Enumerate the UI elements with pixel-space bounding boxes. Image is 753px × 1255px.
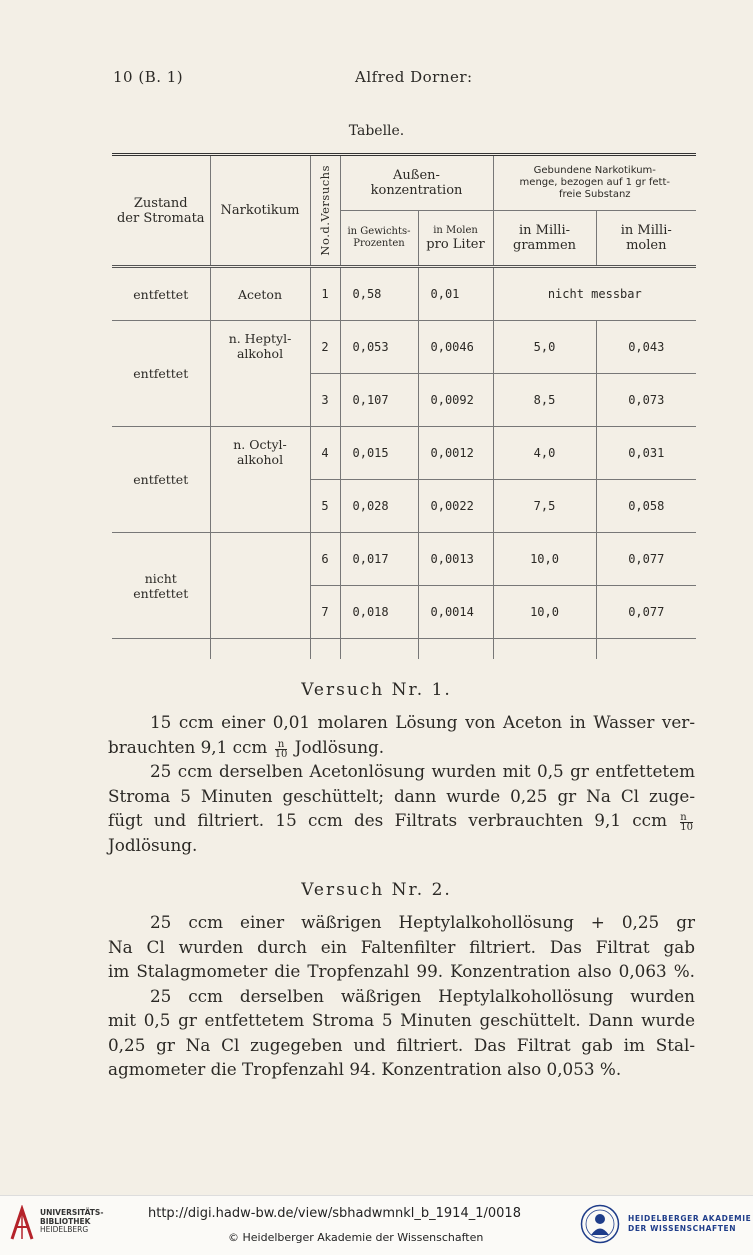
cell-narkotikum: Aceton — [210, 267, 310, 321]
header-narkotikum: Narkotikum — [210, 155, 310, 267]
cell-millimol: 0,031 — [596, 427, 696, 480]
running-head-page-ref: 10 (B. 1) — [113, 68, 184, 86]
header-versuch: No.d.Versuchs — [310, 155, 340, 267]
viewer-footer — [0, 1195, 753, 1255]
cell-zustand: nicht entfettet — [112, 533, 210, 639]
cell-millimol: 0,058 — [596, 480, 696, 533]
cell-millimol: 0,077 — [596, 533, 696, 586]
cell-milligramm: 10,0 — [493, 586, 596, 639]
cell-zustand: entfettet — [112, 427, 210, 533]
cell-no: 7 — [310, 586, 340, 639]
cell-gew: 0,58 — [340, 267, 418, 321]
academy-name: HEIDELBERGER AKADEMIE DER WISSENSCHAFTEN — [628, 1214, 752, 1233]
university-library-logo-icon — [8, 1205, 36, 1241]
cell-zustand: entfettet — [112, 267, 210, 321]
versuch-1-text: 15 ccm einer 0,01 molaren Lösung von Aceton in Wasser ver- brauchten 9,1 ccm $\frac{n}{10}$ Jodlösung. 25 ccm derselben Acetonlösung wurden mit 0,5 gr entfettetem Stroma 5 Minuten geschüttelt; dann wurde 0,25 gr Na Cl zuge- fügt und filtriert. 15 ccm des Filtrats verbrauchten 9,1 ccm $\frac{n}{10}$ Jodlösung. — [108, 712, 695, 855]
cell-nicht-messbar: nicht messbar — [493, 267, 696, 321]
table-caption: Tabelle. — [348, 123, 405, 139]
header-millimol: in Milli- molen — [596, 211, 696, 267]
permalink-url[interactable]: http://digi.hadw-bw.de/view/sbhadwmnkl_b_1914_1/0018 — [148, 1206, 521, 1221]
fraction-n-10: $\frac{n}{10}$ — [680, 812, 693, 833]
cell-no: 5 — [310, 480, 340, 533]
cell-no: 2 — [310, 321, 340, 374]
running-head-author: Alfred Dorner: — [355, 68, 473, 86]
cell-molen: 0,0012 — [418, 427, 493, 480]
cell-molen: 0,0092 — [418, 374, 493, 427]
cell-zustand: entfettet — [112, 321, 210, 427]
cell-narkotikum: n. Octyl- alkohol — [210, 427, 310, 533]
header-gebundene-menge: Gebundene Narkotikum- menge, bezogen auf 1 gr fett- freie Substanz — [493, 155, 696, 211]
cell-milligramm: 4,0 — [493, 427, 596, 480]
header-zustand: Zustand der Stromata — [112, 155, 210, 267]
cell-no: 6 — [310, 533, 340, 586]
cell-molen: 0,01 — [418, 267, 493, 321]
section-title-versuch-2: Versuch Nr. 2. — [301, 880, 452, 900]
cell-molen: 0,0013 — [418, 533, 493, 586]
fraction-n-10: $\frac{n}{10}$ — [274, 738, 288, 760]
cell-milligramm: 7,5 — [493, 480, 596, 533]
cell-gew: 0,053 — [340, 321, 418, 374]
cell-narkotikum: n. Heptyl- alkohol — [210, 321, 310, 427]
cell-millimol: 0,073 — [596, 374, 696, 427]
cell-molen: 0,0014 — [418, 586, 493, 639]
cell-no: 3 — [310, 374, 340, 427]
cell-gew: 0,028 — [340, 480, 418, 533]
cell-millimol: 0,043 — [596, 321, 696, 374]
university-library-name: UNIVERSITÄTS- BIBLIOTHEK HEIDELBERG — [40, 1208, 104, 1234]
cell-no: 1 — [310, 267, 340, 321]
table-header-row — [112, 155, 696, 211]
academy-seal-icon — [580, 1204, 620, 1244]
cell-milligramm: 10,0 — [493, 533, 596, 586]
cell-gew: 0,017 — [340, 533, 418, 586]
header-aussenkonzentration: Außen- konzentration — [340, 155, 493, 211]
results-table — [112, 153, 696, 659]
header-molen: in Molen pro Liter — [418, 211, 493, 267]
table-row — [112, 267, 696, 321]
cell-molen: 0,0046 — [418, 321, 493, 374]
cell-gew: 0,107 — [340, 374, 418, 427]
table-row — [112, 533, 696, 586]
cell-narkotikum-empty — [210, 533, 310, 639]
cell-gew: 0,018 — [340, 586, 418, 639]
header-gewichtsprozent: in Gewichts- Prozenten — [340, 211, 418, 267]
cell-milligramm: 5,0 — [493, 321, 596, 374]
cell-molen: 0,0022 — [418, 480, 493, 533]
section-title-versuch-1: Versuch Nr. 1. — [301, 680, 452, 700]
cell-millimol: 0,077 — [596, 586, 696, 639]
cell-no: 4 — [310, 427, 340, 480]
header-milligramm: in Milli- grammen — [493, 211, 596, 267]
versuch-2-text: 25 ccm einer wäßrigen Heptylalkohollösung + 0,25 gr Na Cl wurden durch ein Faltenfilter filtriert. Das Filtrat gab im Stalagmometer die Tropfenzahl 99. Konzentration also 0,063 %. 25 ccm derselben wäßrigen Heptylalkohollösung wurden mit 0,5 gr entfettetem Stroma 5 Minuten geschüttelt. Dann wurde 0,25 gr Na Cl zugegeben und filtriert. Das Filtrat gab im Stal- agmometer die Tropfenzahl 94. Konzentration also 0,053 %. — [108, 912, 695, 1079]
table-row — [112, 321, 696, 374]
cell-milligramm: 8,5 — [493, 374, 596, 427]
table-footer-spacer — [112, 639, 696, 660]
cell-gew: 0,015 — [340, 427, 418, 480]
copyright-notice: © Heidelberger Akademie der Wissenschaften — [228, 1231, 484, 1244]
table-row — [112, 427, 696, 480]
